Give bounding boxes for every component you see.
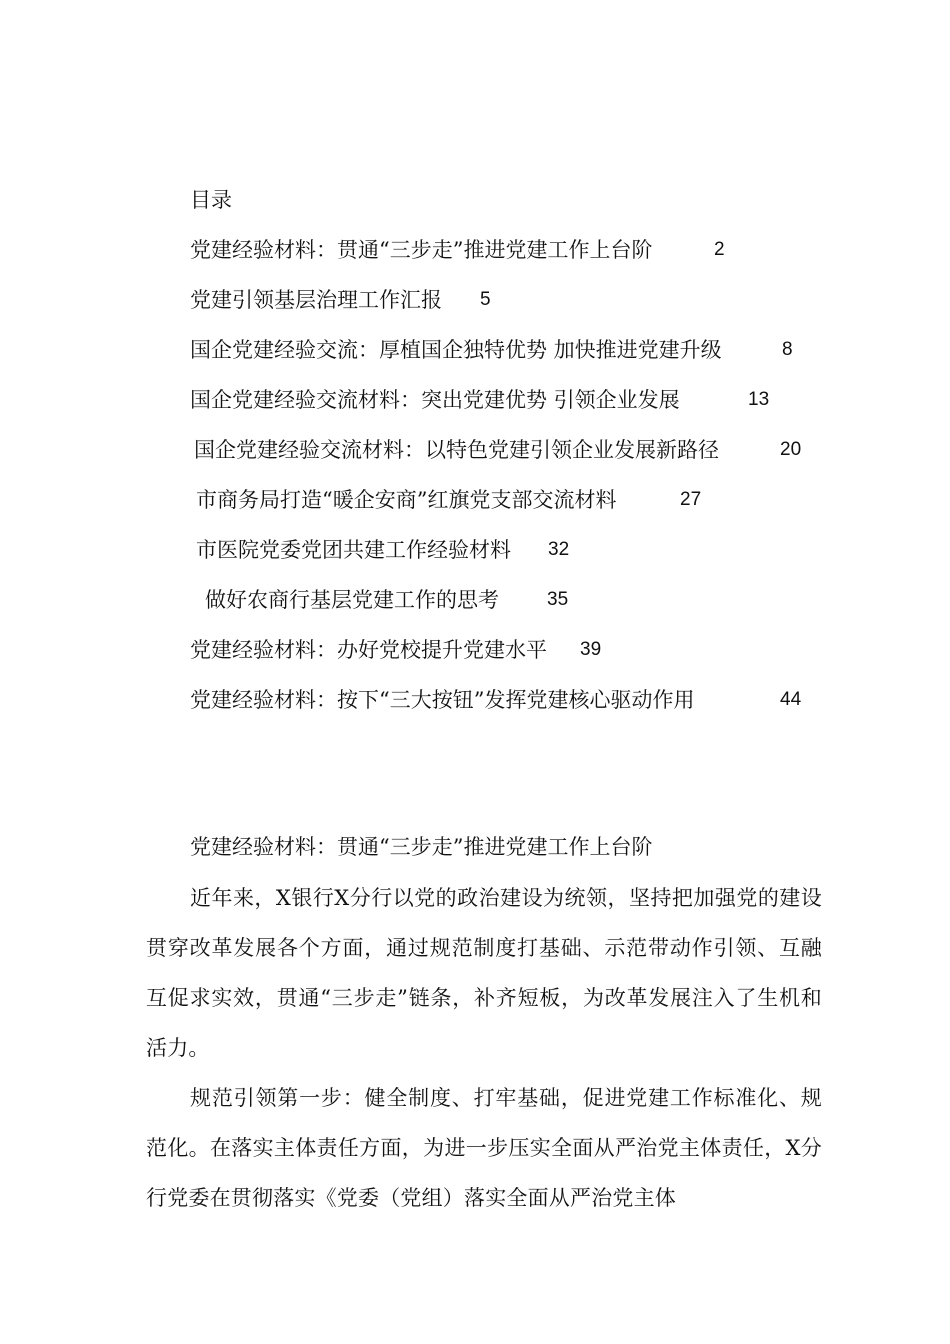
article-body: [146, 873, 822, 1223]
toc-entry-page: 20: [780, 439, 802, 460]
toc-entry-text: 党建经验材料：贯通“三步走”推进党建工作上台阶: [190, 238, 653, 262]
toc-entry-page: 32: [548, 539, 570, 560]
toc-entry[interactable]: [190, 336, 793, 364]
toc-entry-page: 13: [748, 389, 770, 410]
toc-entry-text: 做好农商行基层党建工作的思考: [205, 588, 499, 612]
toc-entry[interactable]: [196, 536, 570, 564]
toc-entry[interactable]: [190, 286, 491, 314]
toc-entry-page: 35: [547, 589, 569, 610]
toc-entry-text: 市商务局打造“暖企安商”红旗党支部交流材料: [196, 488, 617, 512]
toc-title: 目录: [190, 188, 232, 212]
toc-entry[interactable]: [190, 386, 770, 414]
toc-entry-text: 国企党建经验交流材料：突出党建优势 引领企业发展: [190, 388, 680, 412]
toc-entry-page: 27: [680, 489, 702, 510]
toc-entry[interactable]: [190, 686, 802, 714]
toc-entry-page: 44: [780, 689, 802, 710]
toc-entry-text: 国企党建经验交流材料：以特色党建引领企业发展新路径: [194, 438, 719, 462]
toc-entry[interactable]: [194, 436, 802, 464]
toc-entry[interactable]: [205, 586, 569, 614]
toc-entry-page: 8: [782, 339, 793, 360]
toc-entry[interactable]: [196, 486, 702, 514]
toc-entry-page: 5: [480, 289, 491, 310]
article-paragraph: 规范引领第一步：健全制度、打牢基础，促进党建工作标准化、规范化。在落实主体责任方面，为进一步压实全面从严治党主体责任，X分行党委在贯彻落实《党委（党组）落实全面从严治党主体: [146, 1086, 822, 1210]
toc-entry-page: 2: [714, 239, 725, 260]
toc-entry[interactable]: [190, 236, 725, 264]
toc-entry-text: 国企党建经验交流：厚植国企独特优势 加快推进党建升级: [190, 338, 722, 362]
toc-entry-text: 市医院党委党团共建工作经验材料: [196, 538, 511, 562]
toc-entry-text: 党建经验材料：办好党校提升党建水平: [190, 638, 547, 662]
toc-entry-page: 39: [580, 639, 602, 660]
article-paragraph: 近年来，X银行X分行以党的政治建设为统领，坚持把加强党的建设贯穿改革发展各个方面，通过规范制度打基础、示范带动作引领、互融互促求实效，贯通“三步走”链条，补齐短板，为改革发展注入了生机和活力。: [146, 886, 822, 1060]
toc-entry-text: 党建经验材料：按下“三大按钮”发挥党建核心驱动作用: [190, 688, 695, 712]
article-title: 党建经验材料：贯通“三步走”推进党建工作上台阶: [190, 835, 653, 859]
toc-entry[interactable]: [190, 636, 602, 664]
toc-entry-text: 党建引领基层治理工作汇报: [190, 288, 442, 312]
